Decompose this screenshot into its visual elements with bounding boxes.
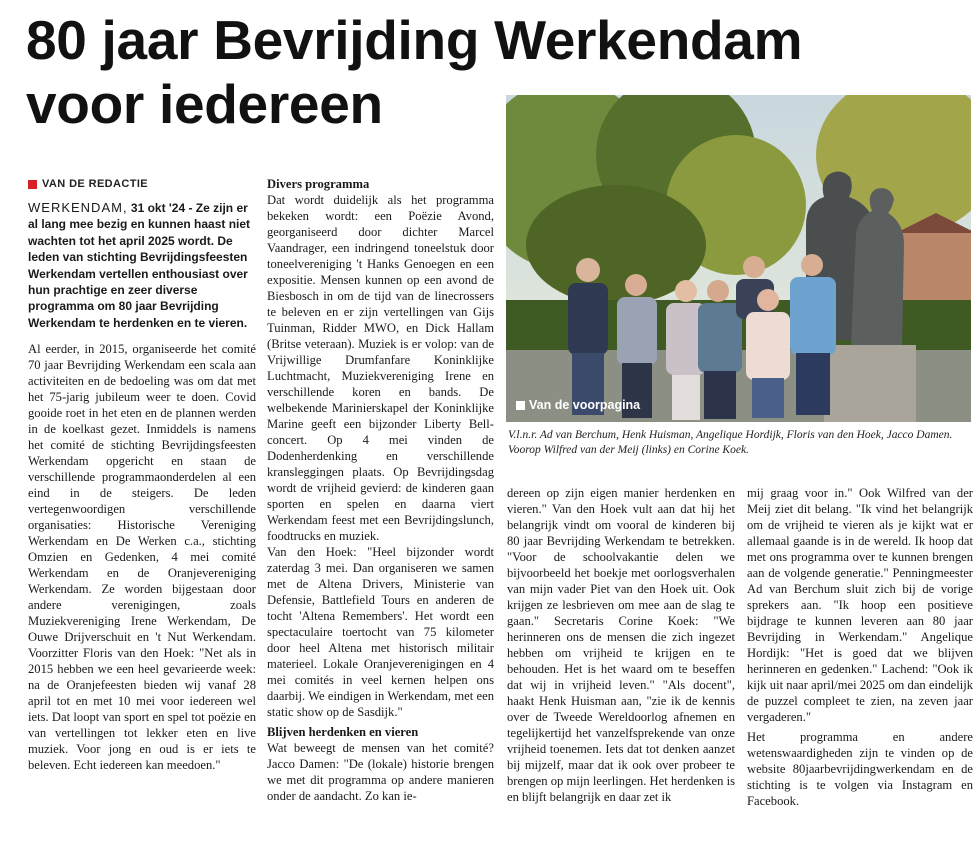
body-paragraph: Het programma en andere wetenswaardigheden zijn te vinden op de website 80jaarbevrijdingwerkendam en de stichting is te volgen via Instagram en Facebook. [747,730,973,808]
headline: 80 jaar Bevrijding Werkendam voor iedereen [26,9,803,135]
photo-tag-text: Van de voorpagina [529,398,641,412]
group-photo [506,95,971,422]
red-square-icon [28,180,37,189]
lead-text: Ze zijn er al lang mee bezig en kunnen haast niet wachten tot het april 2025 wordt. De leden van stichting Bevrijdingsfeesten Werkendam vertellen enthousiast over hun prachtige en zeer diverse programma om 80 jaar Bevrijding Werkendam te herdenken en te vieren. [28,201,251,330]
subhead-divers-programma: Divers programma [267,177,370,191]
column-4 [747,485,973,809]
body-paragraph: Wat beweegt de mensen van het comité? Jacco Damen: "De (lokale) historie brengen we met dit programma op andere manieren onder de aandacht. Zo kan ie- [267,741,494,803]
column-1 [28,176,256,773]
photo-tag [516,398,640,412]
column-3 [507,485,735,805]
body-paragraph: Dat wordt duidelijk als het programma bekeken wordt: een Poëzie Avond, georganiseerd door dichter Marcel Vaandrager, een indringend toneelstuk door toneelvereniging 't Hanks Genoegen en een expositie. Mensen kunnen op een avond de Biesbosch in om de tijd van de linecrossers te beleven en er zijn vertellingen van Gijs Tuinman, Ridder MWO, en Dick Hallam (Britse veteraan). Muziek is er volop: van de Vrijwillige Drumfanfare Koninklijke Luchtmacht, Muziekvereniging Irene en verschillende koren en bands. De welbekende Marinierskapel der Koninklijke Marine geeft een bijzonder Liberty Bell-concert. Op 4 mei vinden de Dodenherdenking en verschillende kransleggingen plaats. Op Bevrijdingsdag wordt de vrijheid gevierd: de kinderen gaan sporten en spelen en daarna viert Werkendam feest met een Bevrijdingslunch, foodtrucks en muziek. [267,193,494,543]
body-paragraph: Al eerder, in 2015, organiseerde het comité 70 jaar Bevrijding Werkendam een scala aan activiteiten en de bedoeling was om dat met het 75-jarig jubileum weer te doen. Covid gooide roet in het eten en de plannen werden in de koelkast gezet. Inmiddels is namens het comité de stichting Bevrijdingsfeesten Werkendam opgericht en staan de verschillende programmaonderdelen al een eind in de steigers. De leden vertegenwoordigen verschillende organisaties: Historische Vereniging Werkendam en De Werken c.a., stichting Omzien en Gedenken, 4 mei comité Werkendam en de Oranjevereniging Werkendam. Ze worden bijgestaan door andere verenigingen, zoals Muziekvereniging Irene Werkendam, De Ouwe Drijverschuit en 't Nut Werkendam. Voorzitter Floris van den Hoek: "Net als in 2015 hebben we een heel gevarieerde week: na de Oranjefeesten bieden wij vanaf 28 april tot en met 10 mei voor iedereen wel iets. Dat loopt van sport en spel tot poëzie en van vertellingen tot lekker eten en live muziek. Voor jong en oud is er iets te beleven. Echt iedereen kan meedoen." [28,342,256,773]
photo-illustration [506,95,971,422]
dateline-date: 31 okt '24 - [130,201,193,215]
section-label [28,176,256,192]
lead-paragraph [28,200,256,331]
dateline-place: WERKENDAM, [28,200,128,215]
body-paragraph: dereen op zijn eigen manier herdenken en vieren." Van den Hoek vult aan dat hij het belangrijk vindt om vooral de kinderen bij 80 jaar Bevrijding Werkendam te betrekken. "Voor de schoolvakantie delen we bijvoorbeeld het boekje met oorlogsverhalen van mijn vader Piet van den Hoek uit. Ook krijgen ze lesbrieven om mee aan de slag te gaan." Secretaris Corine Koek: "We herinneren ons de mensen die zich ingezet hebben om vrijheid te krijgen en te behouden. Het is het waard om te beseffen dat wij in vrijheid leven." "Als docent", haakt Henk Huisman aan, "zie ik de kennis over de Tweede Wereldoorlog afnemen en tegelijkertijd het vanzelfsprekende van onze vrijheid toenemen. Iets dat tot denken aanzet bij mijzelf, maar dat ik ook over probeer te brengen op mijn leerlingen. Het herdenken is en blijft belangrijk en daar zet ik [507,486,735,804]
body-paragraph: Van den Hoek: "Heel bijzonder wordt zaterdag 3 mei. Dan organiseren we samen met de Altena Drivers, Ministerie van Defensie, Battlefield Tours en anderen de tocht 'Altena Remembers'. Het wordt een spectaculaire toertocht van 75 kilometer door heel Altena met historisch militair materieel. Lokale Oranjeverenigingen en 4 mei comités in veel kernen helpen ons daarbij. We eindigen in Werkendam, met een static show op de Sasdijk." [267,545,494,719]
photo-caption: V.l.n.r. Ad van Berchum, Henk Huisman, Angelique Hordijk, Floris van den Hoek, Jacco Damen. Voorop Wilfred van der Meij (links) en Corine Koek. [508,429,953,456]
body-paragraph: mij graag voor in." Ook Wilfred van der Meij ziet dit belang. "Ik vind het belangrijk om de vrijheid te vieren als je kijkt wat er allemaal gaande is in de wereld. Ik hoop dat met ons programma over te kunnen brengen aan de volgende generatie." Penningmeester Ad van Berchum sluit zich bij de vorige sprekers aan. "Ik hoop een positieve bijdrage te kunnen leveren aan 80 jaar Bevrijding in Werkendam." Angelique Hordijk: "Het is goed dat we blijven herinneren en gedenken." Lachend: "Ook ik kijk uit naar april/mei 2025 om dan eindelijk de puzzel compleet te zien, na zeven jaar vergaderen." [747,486,973,724]
subhead-blijven-herdenken: Blijven herdenken en vieren [267,725,419,739]
white-square-icon [516,401,525,410]
column-2 [267,176,494,804]
section-label-text: VAN DE REDACTIE [42,178,149,190]
